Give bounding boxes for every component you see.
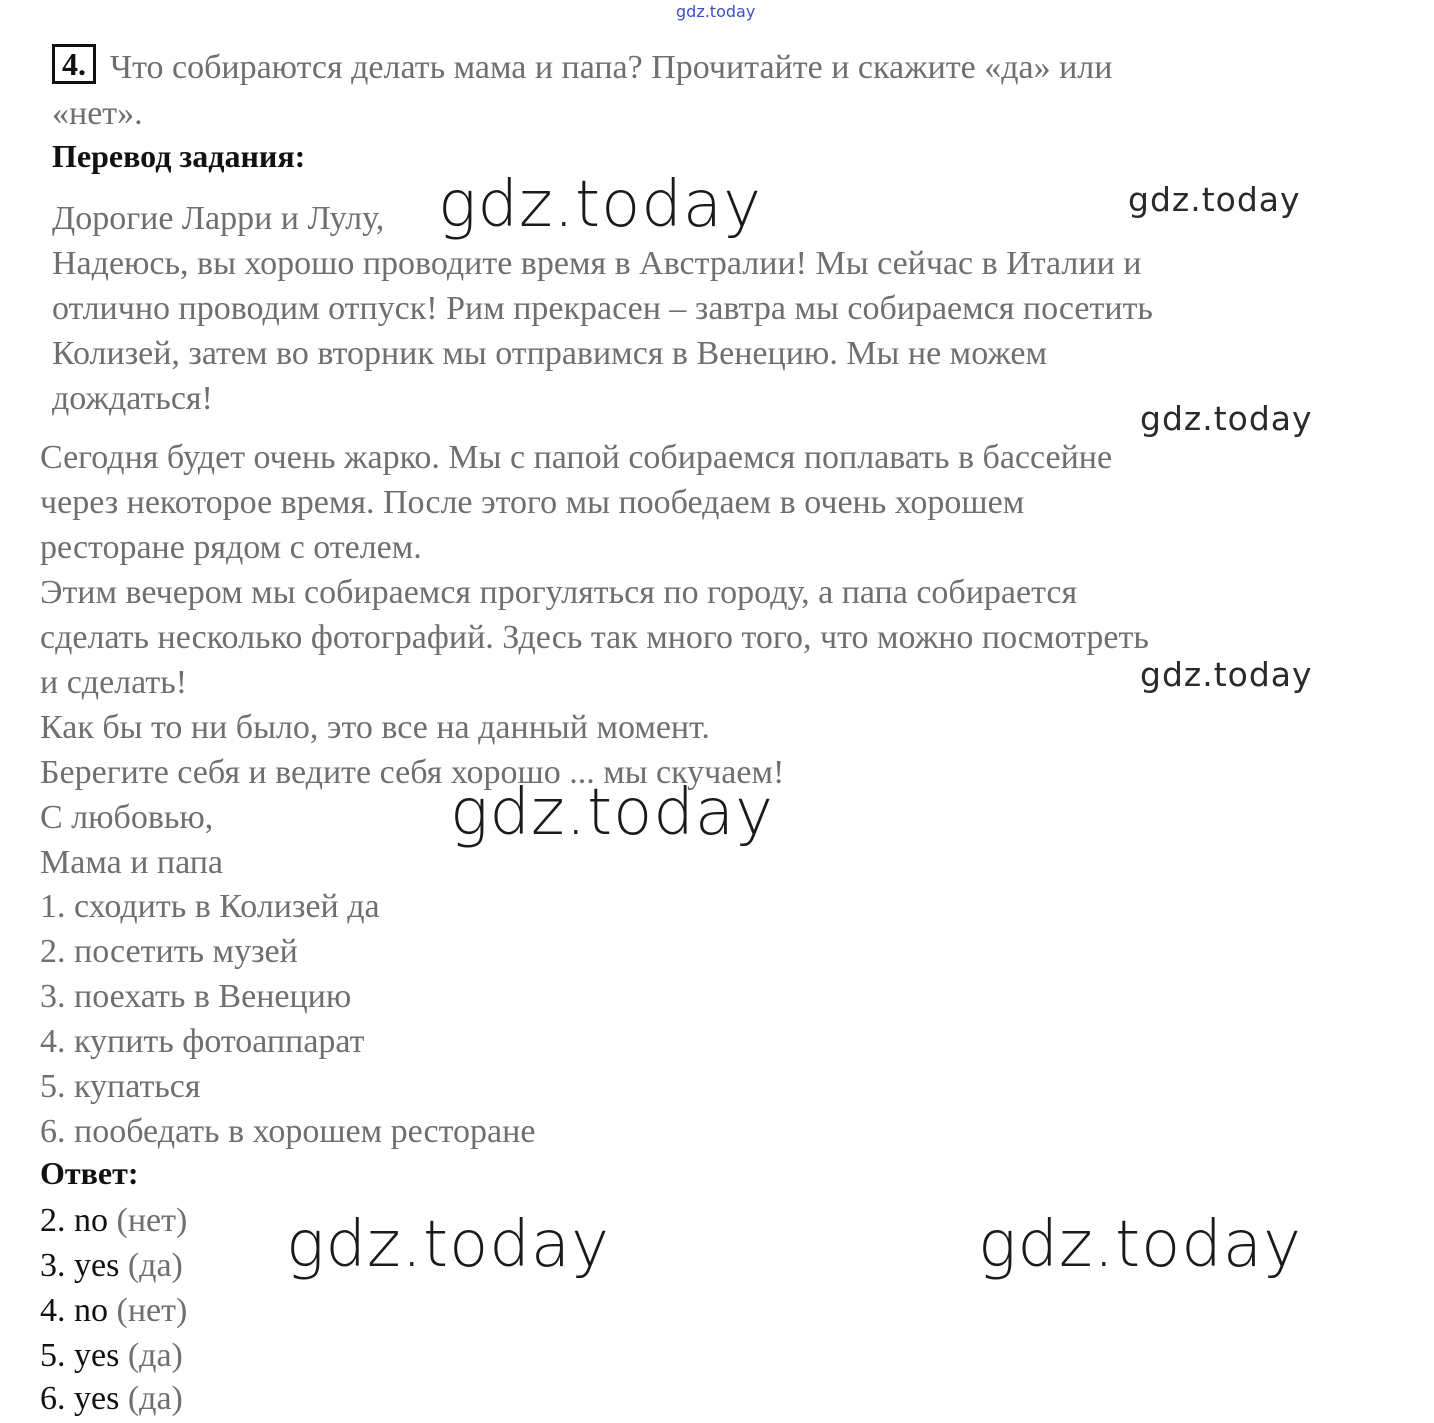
- watermark-top: gdz.today: [676, 2, 756, 21]
- answer-en: 5. yes: [40, 1337, 120, 1374]
- letter-line: Этим вечером мы собираемся прогуляться по городу, а папа собирается: [40, 574, 1078, 611]
- answer-en: 2. no: [40, 1202, 108, 1239]
- letter-line: ресторане рядом с отелем.: [40, 529, 422, 566]
- watermark: gdz.today: [978, 1208, 1302, 1282]
- watermark: gdz.today: [286, 1208, 610, 1282]
- answer-ru: (да): [127, 1337, 183, 1374]
- answer-item: [40, 1333, 183, 1378]
- statement-item: 3. поехать в Венецию: [40, 978, 352, 1015]
- watermark: gdz.today: [450, 776, 774, 850]
- letter-line: Надеюсь, вы хорошо проводите время в Австралии! Мы сейчас в Италии и: [52, 245, 1142, 282]
- answer-item: [40, 1288, 187, 1333]
- task-question-line1: Что собираются делать мама и папа? Прочитайте и скажите «да» или: [110, 49, 1113, 86]
- answer-heading: Ответ:: [40, 1155, 139, 1191]
- letter-line: Мама и папа: [40, 844, 224, 881]
- letter-line: через некоторое время. После этого мы пообедаем в очень хорошем: [40, 484, 1025, 521]
- statement-item: 4. купить фотоаппарат: [40, 1023, 365, 1060]
- answer-ru: (да): [127, 1247, 183, 1284]
- letter-line: Сегодня будет очень жарко. Мы с папой собираемся поплавать в бассейне: [40, 439, 1113, 476]
- letter-line: С любовью,: [40, 799, 214, 836]
- answer-en: 3. yes: [40, 1247, 120, 1284]
- answer-en: 4. no: [40, 1292, 108, 1329]
- answer-item: [40, 1376, 183, 1421]
- statement-item: 1. сходить в Колизей да: [40, 888, 380, 925]
- letter-line: Колизей, затем во вторник мы отправимся в Венецию. Мы не можем: [52, 335, 1047, 372]
- letter-line: дождаться!: [52, 380, 213, 417]
- answer-ru: (нет): [116, 1292, 188, 1329]
- letter-line: и сделать!: [40, 664, 188, 701]
- letter-greeting: Дорогие Ларри и Лулу,: [52, 200, 385, 237]
- letter-line: отлично проводим отпуск! Рим прекрасен – завтра мы собираемся посетить: [52, 290, 1153, 327]
- answer-ru: (нет): [116, 1202, 188, 1239]
- answer-ru: (да): [127, 1380, 183, 1417]
- translation-heading: Перевод задания:: [52, 138, 306, 174]
- watermark: gdz.today: [1140, 399, 1313, 438]
- watermark: gdz.today: [438, 168, 762, 242]
- letter-line: Как бы то ни было, это все на данный момент.: [40, 709, 710, 746]
- answer-item: [40, 1243, 183, 1288]
- letter-line: Берегите себя и ведите себя хорошо ... мы скучаем!: [40, 754, 785, 791]
- answer-item: [40, 1198, 187, 1243]
- task-question-line2: «нет».: [52, 95, 143, 132]
- watermark: gdz.today: [1140, 655, 1313, 694]
- statement-item: 5. купаться: [40, 1068, 201, 1105]
- watermark: gdz.today: [1128, 180, 1301, 219]
- task-number: 4.: [52, 44, 96, 84]
- answer-en: 6. yes: [40, 1380, 120, 1417]
- statement-item: 2. посетить музей: [40, 933, 298, 970]
- statement-item: 6. пообедать в хорошем ресторане: [40, 1113, 536, 1150]
- letter-line: сделать несколько фотографий. Здесь так много того, что можно посмотреть: [40, 619, 1149, 656]
